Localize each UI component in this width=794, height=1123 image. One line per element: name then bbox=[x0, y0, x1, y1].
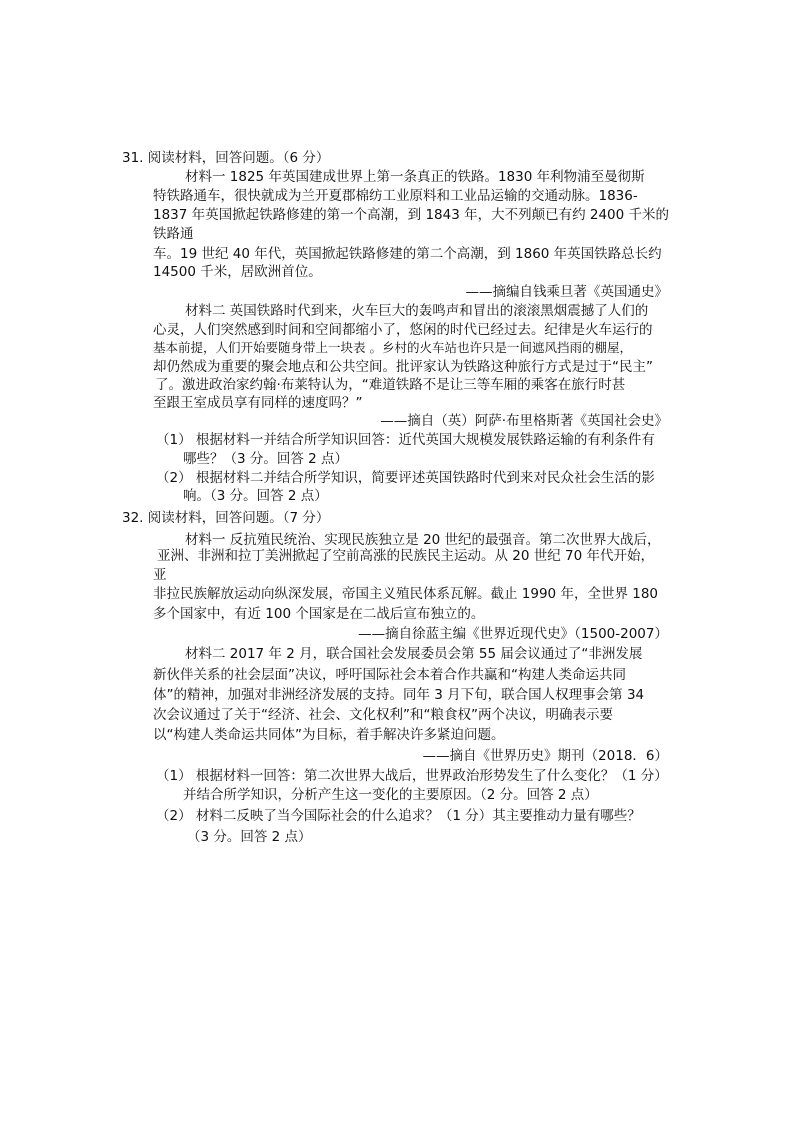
q32-m2-source: ——摘自《世界历史》期刊（2018．6） bbox=[422, 748, 668, 764]
q32-question-2: （2） 材料二反映了当今国际社会的什么追求？（1 分）其主要推动力量有哪些？ bbox=[156, 808, 641, 824]
q31-question-1: （1） 根据材料一并结合所学知识回答：近代英国大规模发展铁路运输的有利条件有 bbox=[156, 432, 655, 448]
q31-m1-line: 特铁路通车，很快就成为兰开夏郡棉纺工业原料和工业品运输的交通动脉。1836- bbox=[153, 188, 638, 204]
q31-header: 31. 阅读材料，回答问题。（6 分） bbox=[122, 150, 330, 166]
q32-question-2-cont: （3 分。回答 2 点） bbox=[187, 829, 312, 845]
q32-m2-line: 新伙伴关系的社会层面”决议，呼吁国际社会本着合作共赢和“构建人类命运共同 bbox=[153, 667, 626, 683]
q31-m1-line: 铁路通 bbox=[153, 226, 194, 242]
q31-m1-source: ——摘编自钱乘旦著《英国通史》 bbox=[465, 284, 668, 300]
q31-m2-line: 材料二 英国铁路时代到来，火车巨大的轰鸣声和冒出的滚滚黑烟震撼了人们的 bbox=[185, 303, 649, 319]
q32-m1-line: 多个国家中，有近 100 个国家是在二战后宣布独立的。 bbox=[153, 606, 485, 622]
q31-m2-line: 却仍然成为重要的聚会地点和公共空间。批评家认为铁路这种旅行方式是过于“民主” bbox=[153, 359, 653, 375]
q32-header: 32. 阅读材料，回答问题。（7 分） bbox=[122, 510, 330, 526]
q31-m2-line: 至跟王室成员享有同样的速度吗？” bbox=[153, 395, 363, 411]
q31-question-2-cont: 响。（3 分。回答 2 点） bbox=[183, 488, 328, 504]
q31-m1-line: 车。19 世纪 40 年代，英国掀起铁路修建的第二个高潮，到 1860 年英国铁路总长约 bbox=[153, 246, 662, 262]
q32-question-1: （1） 根据材料一回答：第二次世界大战后，世界政治形势发生了什么变化？（1 分） bbox=[156, 768, 668, 784]
q31-question-1-cont: 哪些？（3 分。回答 2 点） bbox=[183, 451, 349, 467]
q31-m1-line: 14500 千米，居欧洲首位。 bbox=[153, 264, 322, 280]
q32-m2-line: 次会议通过了关于“经济、社会、文化权利”和“粮食权”两个决议，明确表示要 bbox=[153, 707, 613, 723]
q32-m1-source: ——摘自徐蓝主编《世界近现代史》（1500-2007） bbox=[358, 626, 668, 642]
q32-m2-line: 材料二 2017 年 2 月，联合国社会发展委员会第 55 届会议通过了“非洲发展 bbox=[185, 646, 643, 662]
q32-question-1-cont: 并结合所学知识，分析产生这一变化的主要原因。（2 分。回答 2 点） bbox=[183, 787, 598, 803]
q32-m1-line: 亚 bbox=[153, 567, 167, 583]
q31-m2-line: 基本前提，人们开始要随身带上一块表 。乡村的火车站也许只是一间遮风挡雨的棚屋， bbox=[153, 340, 632, 355]
q32-m2-line: 以“构建人类命运共同体”为目标，着手解决许多紧迫问题。 bbox=[153, 727, 505, 743]
q31-m2-line: 了。激进政治家约翰·布莱特认为，“难道铁路不是让三等车厢的乘客在旅行时甚 bbox=[155, 377, 626, 393]
q31-m1-line: 1837 年英国掀起铁路修建的第一个高潮，到 1843 年，大不列颠已有约 2400 千米的 bbox=[153, 207, 670, 223]
q31-m2-line: 心灵，人们突然感到时间和空间都缩小了，悠闲的时代已经过去。纪律是火车运行的 bbox=[153, 322, 653, 338]
q31-question-2: （2） 根据材料二并结合所学知识，简要评述英国铁路时代到来对民众社会生活的影 bbox=[156, 470, 655, 486]
q31-m2-source: ——摘自（英）阿萨·布里格斯著《英国社会史》 bbox=[380, 413, 668, 429]
q32-m1-line: 亚洲、非洲和拉丁美洲掀起了空前高涨的民族民主运动。从 20 世纪 70 年代开始， bbox=[157, 548, 655, 564]
q31-m1-line: 材料一 1825 年英国建成世界上第一条真正的铁路。1830 年利物浦至曼彻斯 bbox=[185, 169, 645, 185]
q32-m1-line: 非拉民族解放运动向纵深发展，帝国主义殖民体系瓦解。截止 1990 年，全世界 180 bbox=[153, 586, 658, 602]
q32-m2-line: 体”的精神，加强对非洲经济发展的支持。同年 3 月下旬，联合国人权理事会第 34 bbox=[153, 687, 645, 703]
q32-m1-line: 材料一 反抗殖民统治、实现民族独立是 20 世纪的最强音。第二次世界大战后， bbox=[185, 532, 661, 548]
